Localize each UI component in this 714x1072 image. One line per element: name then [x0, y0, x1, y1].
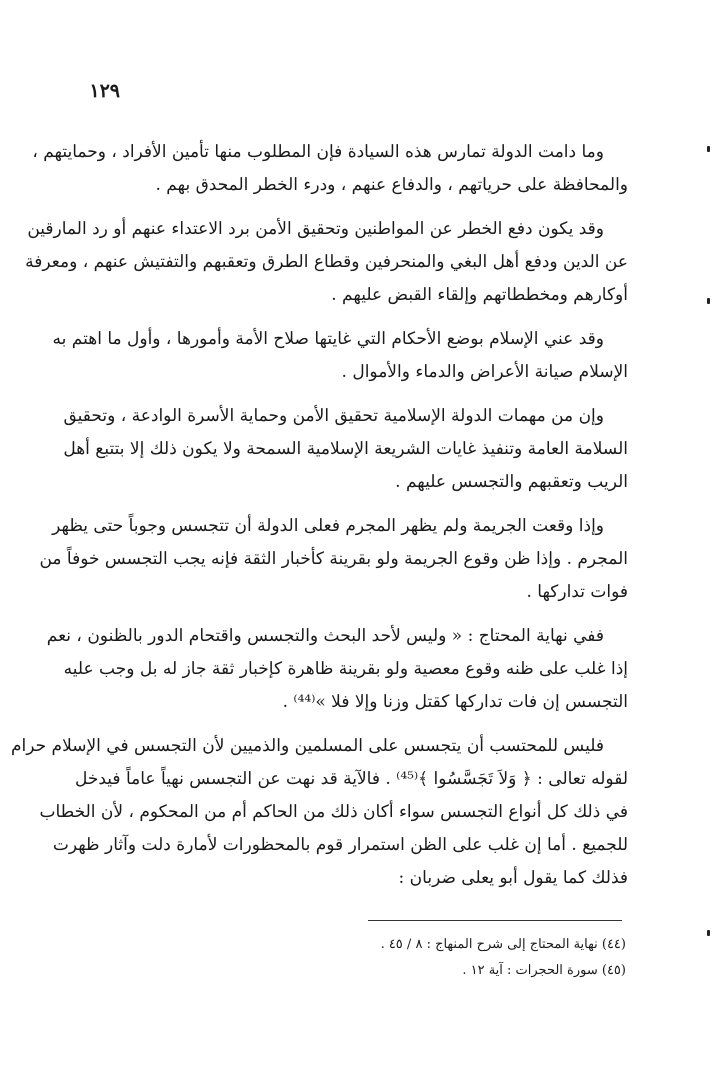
text-line: الريب وتعقبهم والتجسس عليهم .: [395, 472, 628, 492]
paragraph-3: [52, 323, 628, 389]
text-line: وما دامت الدولة تمارس هذه السيادة فإن المطلوب منها تأمين الأفراد ، وحمايتهم ،: [32, 142, 604, 162]
paragraph-5: [39, 510, 628, 609]
text-line: وإن من مهمات الدولة الإسلامية تحقيق الأمن وحماية الأسرة الوادعة ، وتحقيق: [63, 406, 604, 426]
footnotes: [326, 932, 626, 984]
text-line: فوات تداركها .: [526, 582, 628, 602]
text-line: وقد عني الإسلام بوضع الأحكام التي غايتها صلاح الأمة وأمورها ، وأول ما اهتم به: [52, 329, 604, 349]
text-line: وقد يكون دفع الخطر عن المواطنين وتحقيق الأمن برد الاعتداء عنهم أو رد المارقين: [27, 219, 604, 239]
body-text: [11, 136, 628, 901]
page-number: ١٢٩: [89, 80, 120, 102]
text-line: للجميع . أما إن غلب على الظن استمرار قوم بالمحظورات لأمارة دلت وآثار ظهرت: [52, 835, 628, 855]
text-line: وإذا وقعت الجريمة ولم يظهر المجرم فعلى الدولة أن تتجسس وجوباً حتى يظهر: [52, 516, 604, 536]
text-line: أوكارهم ومخططاتهم وإلقاء القبض عليهم .: [331, 285, 628, 305]
scan-mark: [707, 930, 710, 936]
footnote-45: (٤٥) سورة الحجرات : آية ١٢ .: [462, 963, 626, 978]
paragraph-4: [63, 400, 628, 499]
paragraph-6: [46, 620, 628, 719]
text-line: في ذلك كل أنواع التجسس سواء أكان ذلك من الحاكم أم من المحكوم ، لأن الخطاب: [39, 802, 628, 822]
text-line: المجرم . وإذا ظن وقوع الجريمة ولو بقرينة كأخبار الثقة فإنه يجب التجسس خوفاً من: [39, 549, 628, 569]
footnote-44: (٤٤) نهاية المحتاج إلى شرح المنهاج : ٨ / ٤٥ .: [380, 937, 626, 952]
paragraph-2: [25, 213, 628, 312]
paragraph-7: [11, 730, 628, 895]
text-line: التجسس إن فات تداركها كقتل وزنا وإلا فلا »⁽⁴⁴⁾ .: [282, 692, 628, 712]
text-line: عن الدين ودفع أهل البغي والمنحرفين وقطاع الطرق وتعقبهم والتفتيش عنهم ، ومعرفة: [25, 252, 628, 272]
text-line: إذا غلب على ظنه وقوع معصية ولو بقرينة ظاهرة كإخبار ثقة جاز له بل وجب عليه: [63, 659, 628, 679]
text-line: ففي نهاية المحتاج : « وليس لأحد البحث والتجسس واقتحام الدور بالظنون ، نعم: [46, 626, 604, 646]
footnote-divider: [368, 920, 622, 921]
text-line: لقوله تعالى : ﴿ وَلاَ تَجَسَّسُوا ﴾⁽⁴⁵⁾ . فالآية قد نهت عن التجسس نهياً عاماً فيدخل: [74, 769, 628, 789]
scan-mark: [707, 146, 710, 152]
scan-mark: [707, 298, 710, 304]
paragraph-1: [32, 136, 628, 202]
text-line: والمحافظة على حرياتهم ، والدفاع عنهم ، ودرء الخطر المحدق بهم .: [155, 175, 628, 195]
text-line: الإسلام صيانة الأعراض والدماء والأموال .: [341, 362, 628, 382]
text-line: فذلك كما يقول أبو يعلى ضربان :: [398, 868, 628, 888]
text-line: السلامة العامة وتنفيذ غايات الشريعة الإسلامية السمحة ولا يكون ذلك إلا بتتبع أهل: [63, 439, 628, 459]
text-line: فليس للمحتسب أن يتجسس على المسلمين والذميين لأن التجسس في الإسلام حرام: [11, 736, 604, 756]
